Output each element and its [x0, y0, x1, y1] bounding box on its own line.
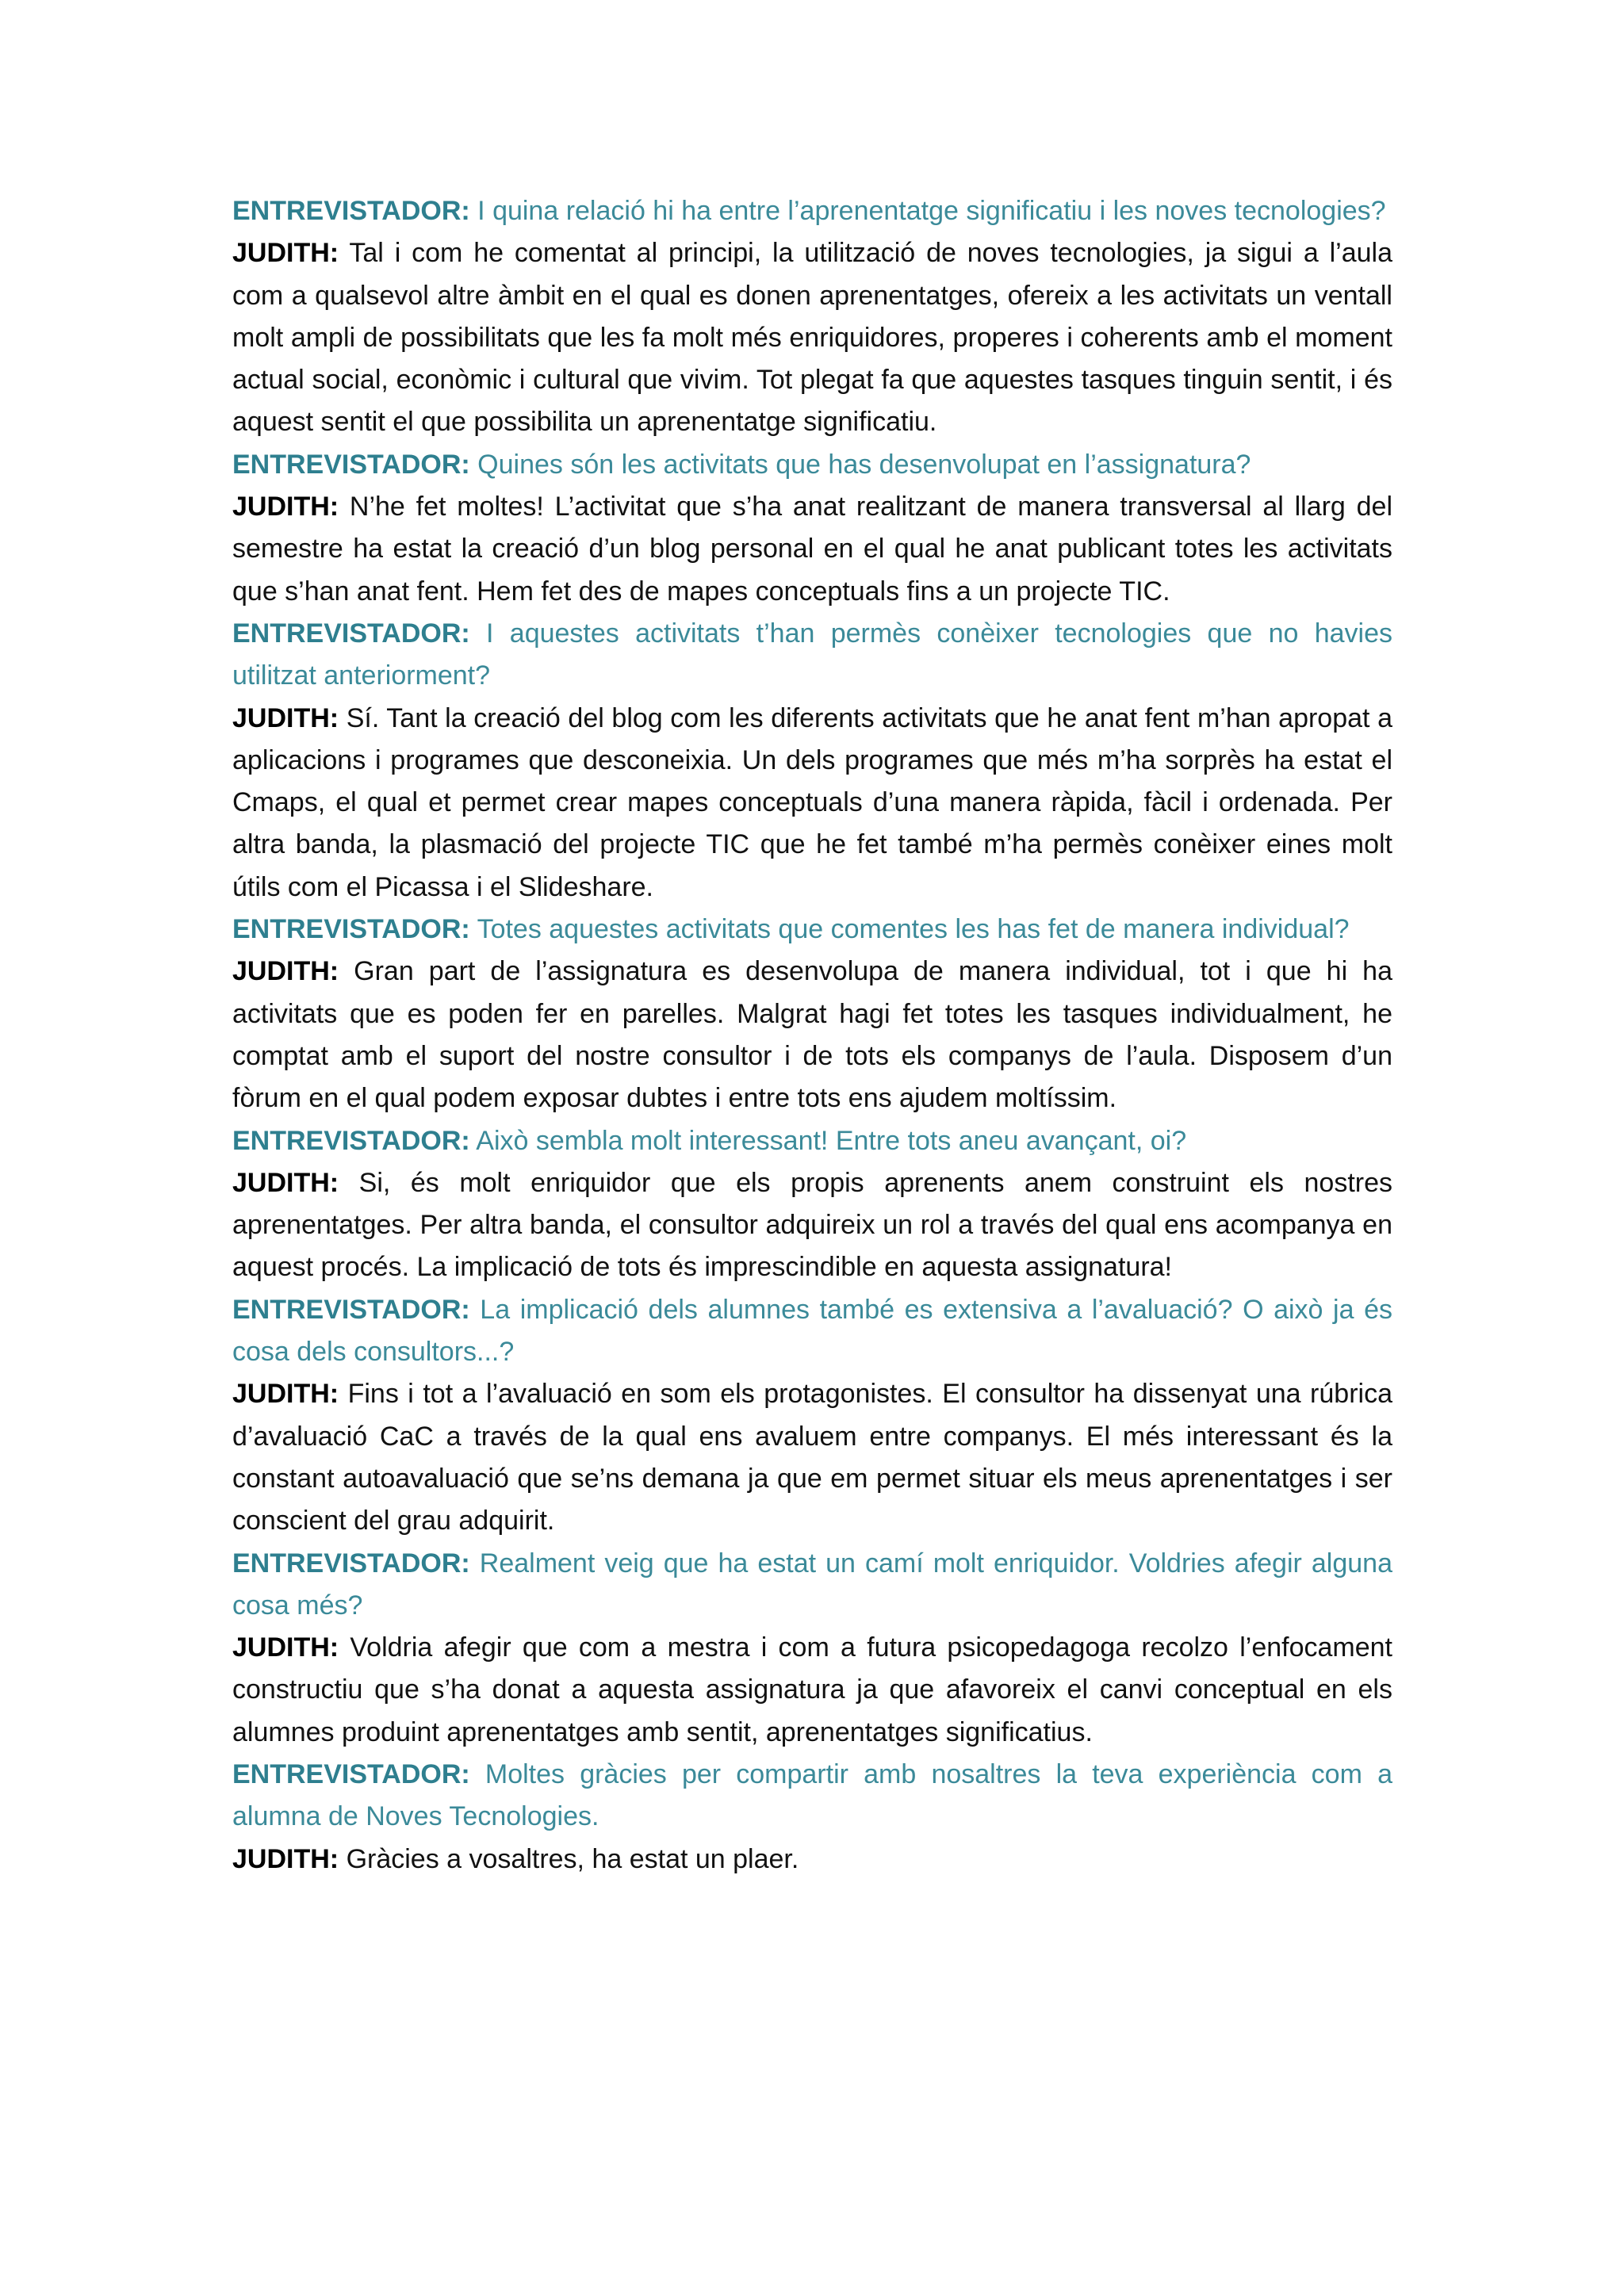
interviewee-answer	[232, 1373, 1392, 1542]
question-text: Això sembla molt interessant! Entre tots aneu avançant, oi?	[476, 1125, 1187, 1156]
speaker-label: ENTREVISTADOR:	[232, 914, 470, 945]
speaker-label: JUDITH:	[232, 1379, 339, 1410]
answer-text: Voldria afegir que com a mestra i com a futura psicopedagoga recolzo l’enfocament constructiu que s’ha donat a aquesta assignatura ja que afavoreix el canvi conceptual en els alumnes produint aprenentatges amb sentit, aprenentatges significatius.	[232, 1632, 1392, 1747]
answer-text: Gran part de l’assignatura es desenvolupa de manera individual, tot i que hi ha activitats que es poden fer en parelles. Malgrat hagi fet totes les tasques individualment, he comptat amb el suport del nostre consultor i de tots els companys de l’aula. Disposem d’un fòrum en el qual podem exposar dubtes i entre tots ens ajudem moltíssim.	[232, 956, 1392, 1114]
question-text: La implicació dels alumnes també es extensiva a l’avaluació? O això ja és cosa dels consultors...?	[232, 1294, 1392, 1368]
interviewer-question	[232, 1289, 1392, 1374]
interview-transcript	[232, 190, 1392, 1881]
question-text: Moltes gràcies per compartir amb nosaltres la teva experiència com a alumna de Noves Tecnologies.	[232, 1758, 1392, 1832]
interviewer-question	[232, 613, 1392, 698]
question-text: Quines són les activitats que has desenvolupat en l’assignatura?	[477, 449, 1251, 480]
interviewee-answer	[232, 1162, 1392, 1289]
answer-text: Si, és molt enriquidor que els propis aprenents anem construint els nostres aprenentatges. Per altra banda, el consultor adquireix un rol a través del qual ens acompanya en aquest procés. La implicació de tots és imprescindible en aquesta assignatura!	[232, 1167, 1392, 1283]
answer-text: Gràcies a vosaltres, ha estat un plaer.	[346, 1843, 799, 1874]
interviewee-answer	[232, 698, 1392, 909]
interviewee-answer	[232, 1839, 1392, 1881]
speaker-label: ENTREVISTADOR:	[232, 1294, 470, 1325]
speaker-label: JUDITH:	[232, 1167, 339, 1198]
interviewer-question	[232, 909, 1392, 951]
answer-text: Sí. Tant la creació del blog com les diferents activitats que he anat fent m’han apropat a aplicacions i programes que desconeixia. Un dels programes que més m’ha sorprès ha estat el Cmaps, el qual et permet crear mapes conceptuals d’una manera ràpida, fàcil i ordenada. Per altra banda, la plasmació del projecte TIC que he fet també m’ha permès conèixer eines molt útils com el Picassa i el Slideshare.	[232, 702, 1392, 902]
interviewer-question	[232, 444, 1392, 486]
question-text: I aquestes activitats t’han permès conèixer tecnologies que no havies utilitzat anteriorment?	[232, 618, 1392, 691]
interviewee-answer	[232, 486, 1392, 613]
interviewer-question	[232, 1543, 1392, 1628]
speaker-label: ENTREVISTADOR:	[232, 449, 470, 480]
answer-text: N’he fet moltes! L’activitat que s’ha anat realitzant de manera transversal al llarg del semestre ha estat la creació d’un blog personal en el qual he anat publicant totes les activitats que s’han anat fent. Hem fet des de mapes conceptuals fins a un projecte TIC.	[232, 492, 1392, 607]
answer-text: Fins i tot a l’avaluació en som els protagonistes. El consultor ha dissenyat una rúbrica d’avaluació CaC a través de la qual ens avaluem entre companys. El més interessant és la constant autoavaluació que se’ns demana ja que em permet situar els meus aprenentatges i ser conscient del grau adquirit.	[232, 1379, 1392, 1536]
interviewer-question	[232, 1754, 1392, 1839]
speaker-label: JUDITH:	[232, 956, 339, 987]
speaker-label: ENTREVISTADOR:	[232, 618, 470, 649]
question-text: Totes aquestes activitats que comentes les has fet de manera individual?	[477, 914, 1350, 945]
interviewee-answer	[232, 1627, 1392, 1754]
speaker-label: ENTREVISTADOR:	[232, 196, 470, 226]
answer-text: Tal i com he comentat al principi, la utilització de noves tecnologies, ja sigui a l’aula com a qualsevol altre àmbit en el qual es donen aprenentatges, ofereix a les activitats un ventall molt ampli de possibilitats que les fa molt més enriquidores, properes i coherents amb el moment actual social, econòmic i cultural que vivim. Tot plegat fa que aquestes tasques tinguin sentit, i és aquest sentit el que possibilita un aprenentatge significatiu.	[232, 238, 1392, 438]
interviewee-answer	[232, 951, 1392, 1119]
speaker-label: JUDITH:	[232, 702, 339, 733]
speaker-label: ENTREVISTADOR:	[232, 1758, 470, 1789]
speaker-label: ENTREVISTADOR:	[232, 1548, 470, 1578]
interviewer-question	[232, 190, 1392, 232]
interviewee-answer	[232, 232, 1392, 443]
speaker-label: JUDITH:	[232, 1632, 339, 1663]
speaker-label: JUDITH:	[232, 492, 339, 522]
speaker-label: ENTREVISTADOR:	[232, 1125, 470, 1156]
question-text: Realment veig que ha estat un camí molt enriquidor. Voldries afegir alguna cosa més?	[232, 1548, 1392, 1621]
question-text: I quina relació hi ha entre l’aprenentatge significatiu i les noves tecnologies?	[477, 196, 1386, 226]
speaker-label: JUDITH:	[232, 1843, 339, 1874]
speaker-label: JUDITH:	[232, 238, 339, 269]
interviewer-question	[232, 1120, 1392, 1162]
